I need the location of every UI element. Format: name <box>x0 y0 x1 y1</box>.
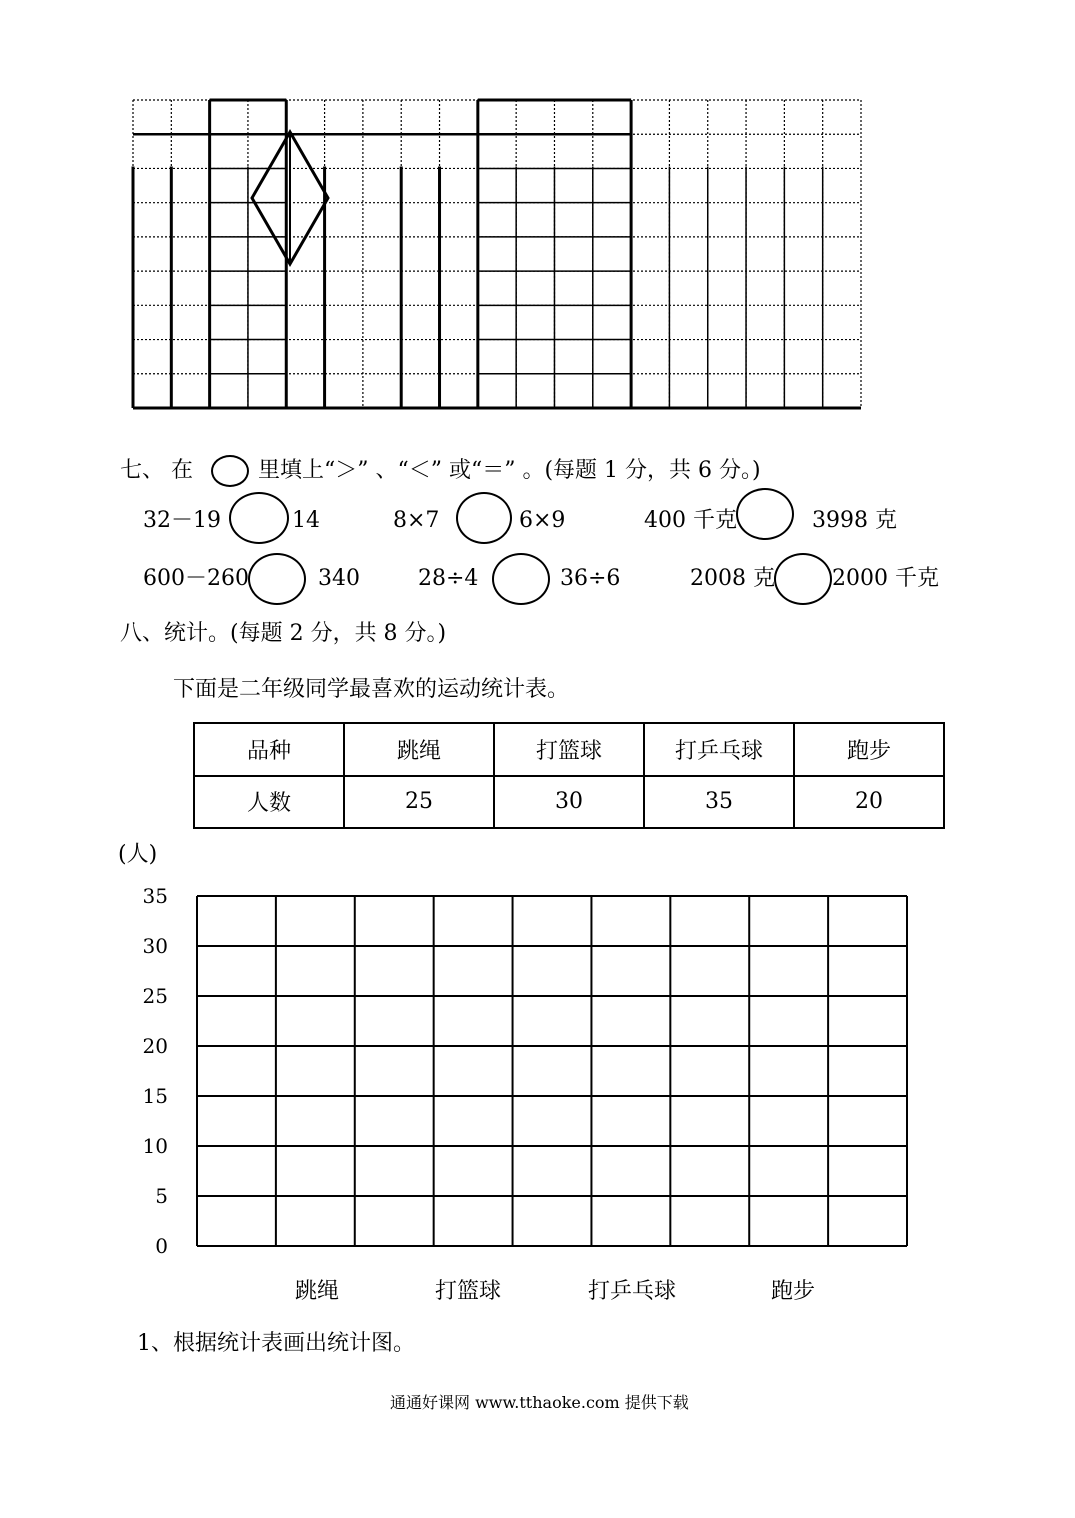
table-cell: 人数 <box>194 776 344 829</box>
table-cell: 跑步 <box>794 723 944 776</box>
y-tick-label: 5 <box>155 1184 168 1208</box>
y-tick-label: 30 <box>142 934 168 958</box>
x-category-label: 跑步 <box>771 1279 816 1304</box>
table-cell: 35 <box>644 776 794 829</box>
x-category-label: 打乒乓球 <box>588 1279 677 1304</box>
compare-6-left: 2008 克 <box>690 566 775 591</box>
compare-3-right: 3998 克 <box>812 508 897 533</box>
compare-2-left: 8×7 <box>393 508 440 533</box>
table-cell: 20 <box>794 776 944 829</box>
section8-heading: 八、统计。(每题 2 分，共 8 分。) <box>120 621 447 646</box>
chart-y-unit: (人) <box>118 842 158 867</box>
footer-text: 通通好课网 www.tthaoke.com 提供下载 <box>390 1393 689 1412</box>
table-cell: 打篮球 <box>494 723 644 776</box>
compare-3-left: 400 千克 <box>644 508 737 533</box>
table-cell: 打乒乓球 <box>644 723 794 776</box>
compare-1-left: 32－19 <box>143 508 221 533</box>
y-tick-label: 10 <box>142 1134 168 1158</box>
y-tick-label: 15 <box>142 1084 168 1108</box>
section7-heading-suffix: 里填上“＞” 、“＜” 或“＝” 。(每题 1 分，共 6 分。) <box>258 458 761 483</box>
compare-2-right: 6×9 <box>519 508 566 533</box>
section7-heading-prefix: 七、 在 <box>120 458 193 483</box>
compare-5-right: 36÷6 <box>560 566 621 591</box>
table-cell: 品种 <box>194 723 344 776</box>
table-cell: 跳绳 <box>344 723 494 776</box>
y-tick-label: 0 <box>155 1234 168 1258</box>
compare-4-left: 600－260 <box>143 566 249 591</box>
compare-4-right: 340 <box>318 566 360 591</box>
compare-1-right: 14 <box>292 508 320 533</box>
x-category-label: 打篮球 <box>435 1279 502 1304</box>
y-tick-label: 20 <box>142 1034 168 1058</box>
x-category-label: 跳绳 <box>295 1279 340 1304</box>
table-cell: 25 <box>344 776 494 829</box>
table-cell: 30 <box>494 776 644 829</box>
y-tick-label: 35 <box>142 884 168 908</box>
compare-5-left: 28÷4 <box>418 566 479 591</box>
y-tick-label: 25 <box>142 984 168 1008</box>
compare-6-right: 2000 千克 <box>832 566 939 591</box>
section8-intro: 下面是二年级同学最喜欢的运动统计表。 <box>173 677 570 702</box>
question-1: 1、根据统计表画出统计图。 <box>137 1331 415 1356</box>
